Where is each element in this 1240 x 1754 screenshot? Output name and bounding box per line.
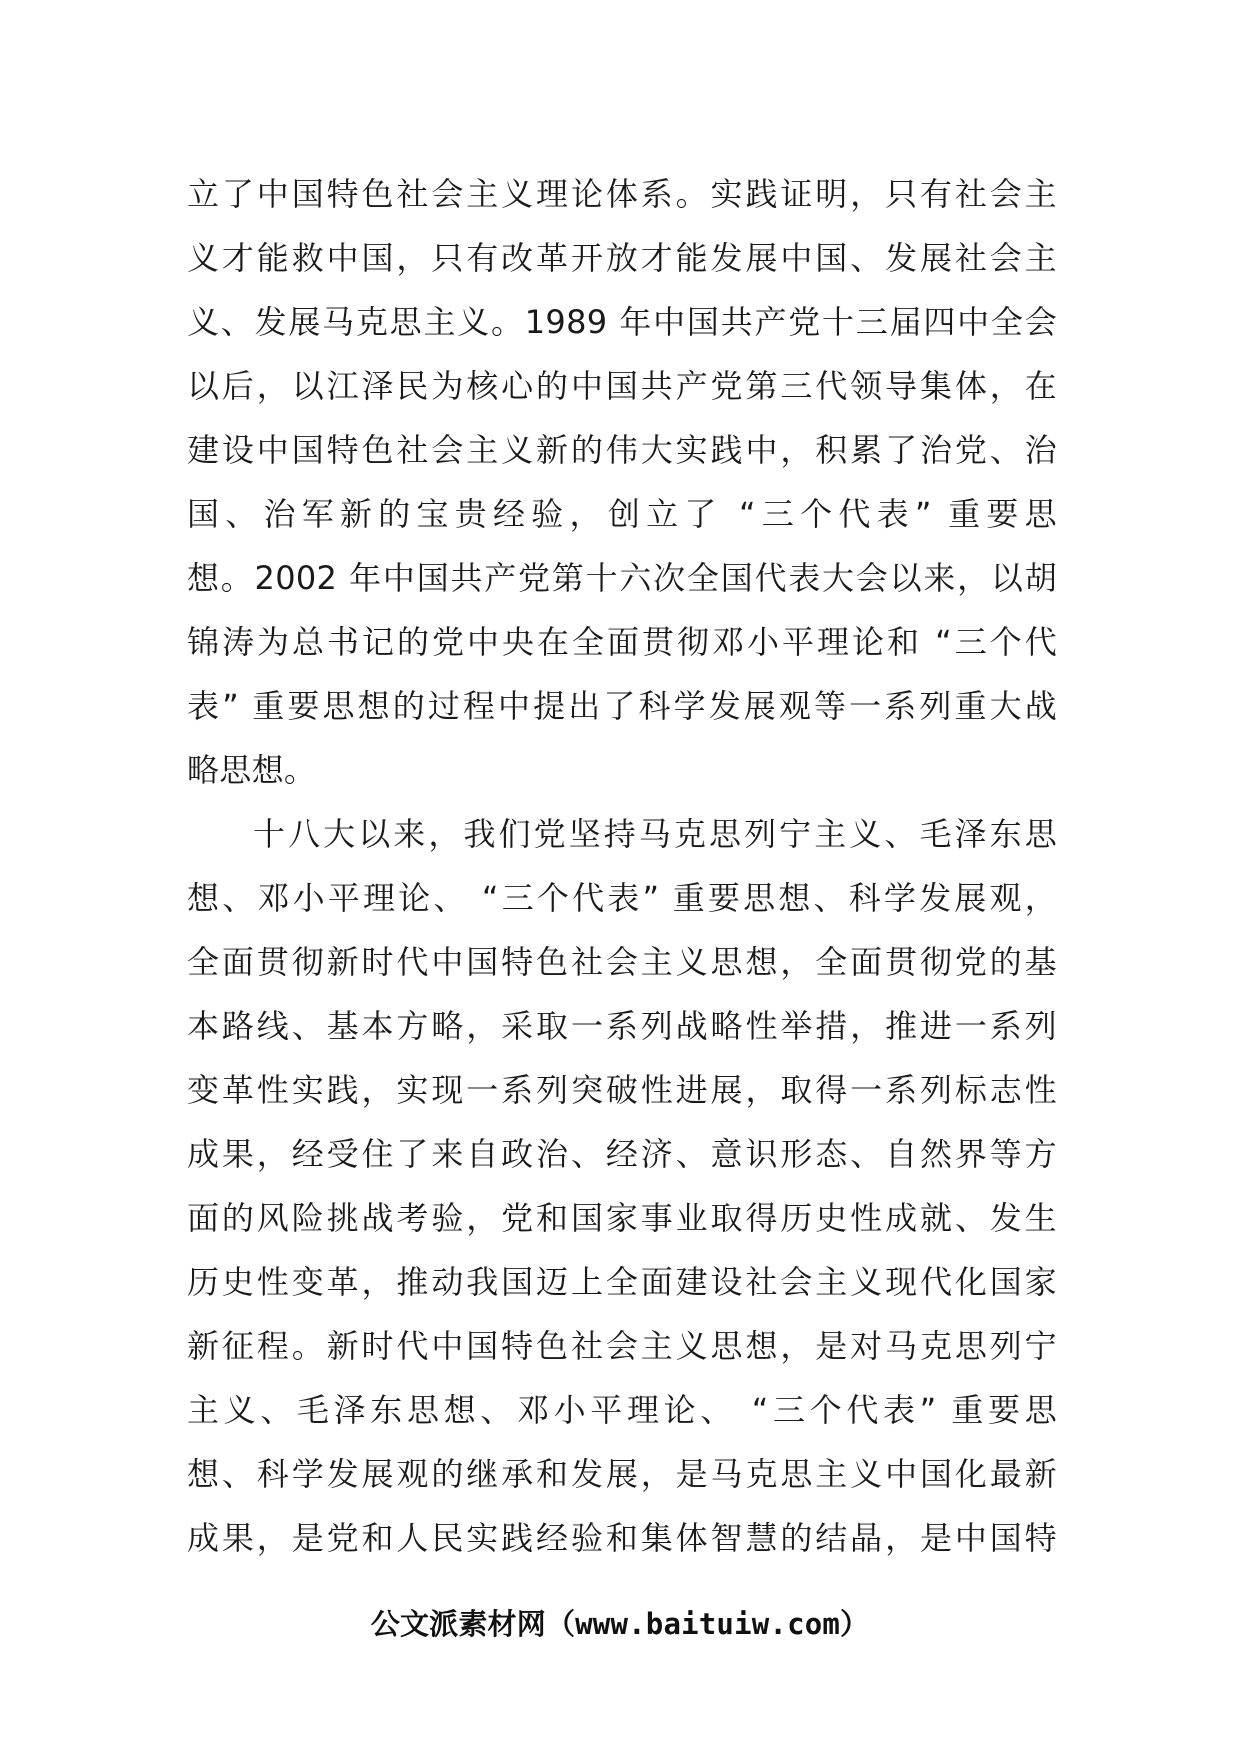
text-line: 以后，以江泽民为核心的中国共产党第三代领导集体，在 xyxy=(187,367,1057,405)
text-line: 国、治军新的宝贵经验，创立了 “三个代表” 重要思 xyxy=(187,495,1057,533)
paragraph-first-line: 十八大以来，我们党坚持马克思列宁主义、毛泽东思 xyxy=(253,815,1057,853)
text-line: 略思想。 xyxy=(187,751,317,789)
text-line: 义、发展马克思主义。1989 年中国共产党十三届四中全会 xyxy=(187,303,1057,341)
document-body xyxy=(187,162,1057,1570)
text-line: 本路线、基本方略，采取一系列战略性举措，推进一系列 xyxy=(187,1007,1057,1045)
footer-watermark: 公文派素材网（www.baituiw.com） xyxy=(370,1607,870,1641)
text-line: 想、科学发展观的继承和发展，是马克思主义中国化最新 xyxy=(187,1455,1057,1493)
text-line: 历史性变革，推动我国迈上全面建设社会主义现代化国家 xyxy=(187,1263,1057,1301)
text-line: 建设中国特色社会主义新的伟大实践中，积累了治党、治 xyxy=(187,431,1057,469)
text-line: 全面贯彻新时代中国特色社会主义思想，全面贯彻党的基 xyxy=(187,943,1057,981)
text-line: 锦涛为总书记的党中央在全面贯彻邓小平理论和 “三个代 xyxy=(187,623,1057,661)
text-line: 义才能救中国，只有改革开放才能发展中国、发展社会主 xyxy=(187,239,1057,277)
text-line: 想、邓小平理论、 “三个代表” 重要思想、科学发展观， xyxy=(187,879,1057,917)
text-line: 成果，经受住了来自政治、经济、意识形态、自然界等方 xyxy=(187,1135,1057,1173)
text-line: 表” 重要思想的过程中提出了科学发展观等一系列重大战 xyxy=(187,687,1057,725)
text-line: 主义、毛泽东思想、邓小平理论、 “三个代表” 重要思 xyxy=(187,1391,1057,1429)
text-line: 新征程。新时代中国特色社会主义思想，是对马克思列宁 xyxy=(187,1327,1057,1365)
text-line: 面的风险挑战考验，党和国家事业取得历史性成就、发生 xyxy=(187,1199,1057,1237)
text-line: 想。2002 年中国共产党第十六次全国代表大会以来，以胡 xyxy=(187,559,1057,597)
text-line: 变革性实践，实现一系列突破性进展，取得一系列标志性 xyxy=(187,1071,1057,1109)
text-line: 立了中国特色社会主义理论体系。实践证明，只有社会主 xyxy=(187,175,1057,213)
text-line: 成果，是党和人民实践经验和集体智慧的结晶，是中国特 xyxy=(187,1519,1057,1557)
